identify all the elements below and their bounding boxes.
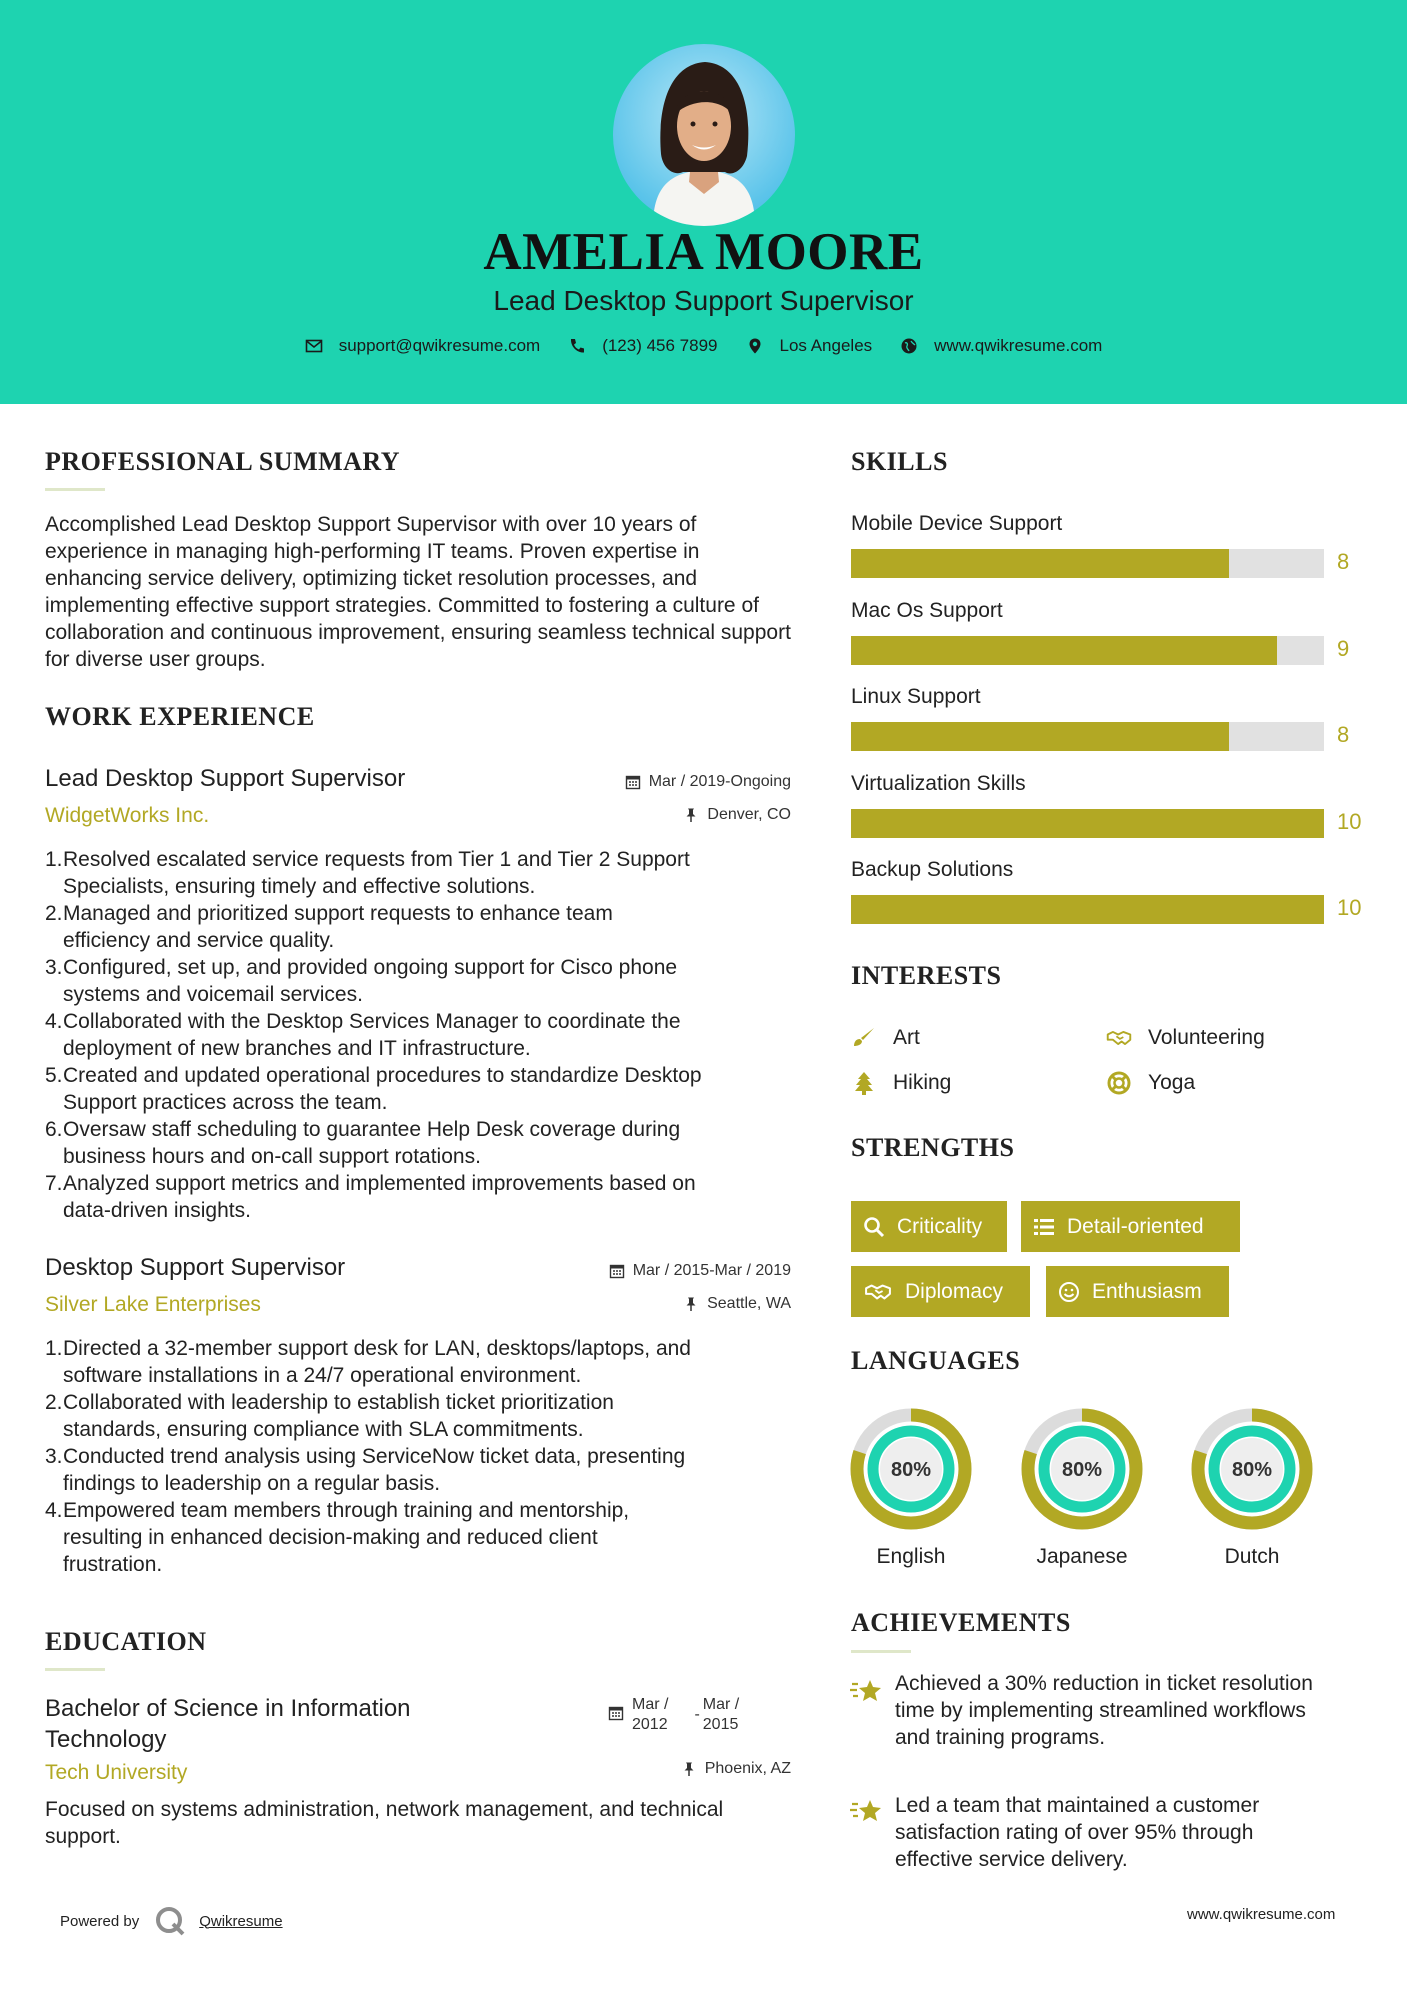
list-item: 1. Directed a 32-member support desk for LAN, desktops/laptops, and software installations in a 24/7 operational environment. — [45, 1337, 691, 1387]
list-item: 3. Conducted trend analysis using ServiceNow ticket data, presenting findings to leadership on a regular basis. — [45, 1445, 686, 1495]
handshake-icon — [1106, 1026, 1132, 1050]
strengths-heading: STRENGTHS — [851, 1133, 1015, 1162]
interest-item: Hiking — [851, 1071, 951, 1095]
skill-value: 10 — [1337, 895, 1362, 920]
skill-value: 9 — [1337, 635, 1350, 661]
skill-value: 8 — [1337, 722, 1350, 747]
language-percent: 80% — [890, 1459, 932, 1481]
interest-item: Yoga — [1106, 1071, 1195, 1095]
globe-icon — [900, 337, 918, 355]
list-item: 3. Configured, set up, and provided ongoing support for Cisco phone systems and voicemail services. — [45, 956, 678, 1006]
map-pin-icon — [746, 337, 764, 355]
skill-value: 8 — [1337, 549, 1350, 574]
calendar-icon — [609, 1263, 625, 1279]
contact-location-text: Los Angeles — [779, 336, 873, 355]
header-banner — [0, 0, 1407, 404]
language-name: Dutch — [1224, 1545, 1280, 1568]
language-name: English — [876, 1545, 946, 1568]
footer-powered-by: Powered by Qwikresume — [60, 1904, 283, 1938]
pushpin-icon — [683, 807, 699, 823]
list-item: 6. Oversaw staff scheduling to guarantee Help Desk coverage during business hours and on-call support rotations. — [45, 1118, 681, 1168]
strength-tag: Criticality — [851, 1201, 1007, 1252]
skill-bar-track — [851, 549, 1324, 578]
language-gauge — [850, 1408, 972, 1530]
skill-bar-fill — [851, 895, 1324, 924]
experience-heading: WORK EXPERIENCE — [45, 702, 315, 731]
achievement-item: Led a team that maintained a customer satisfaction rating of over 95% through effective service delivery. — [895, 1794, 1260, 1871]
contact-email[interactable] — [305, 336, 541, 356]
language-percent: 80% — [1231, 1459, 1273, 1481]
achievements-heading: ACHIEVEMENTS — [851, 1608, 1071, 1637]
responsibility-list — [45, 1335, 805, 1578]
skill-bar-fill — [851, 549, 1229, 578]
smile-icon — [1058, 1281, 1080, 1303]
strength-tag: Detail-oriented — [1021, 1201, 1240, 1252]
language-name: Japanese — [1036, 1545, 1128, 1568]
job-dates — [609, 1262, 791, 1280]
language-gauge — [1191, 1408, 1313, 1530]
education-underline — [45, 1668, 105, 1671]
list-item: 5. Created and updated operational procedures to standardize Desktop Support practices across the team. — [45, 1064, 702, 1114]
footer-url[interactable]: www.qwikresume.com — [1187, 1906, 1336, 1923]
lifebuoy-icon — [1106, 1071, 1132, 1095]
contact-website[interactable] — [900, 336, 1102, 356]
candidate-name: AMELIA MOORE — [483, 223, 924, 281]
interest-item: Art — [851, 1026, 920, 1050]
skill-bar-fill — [851, 809, 1324, 838]
job-location — [683, 806, 791, 824]
skill-name: Mobile Device Support — [851, 512, 1063, 535]
qwikresume-link[interactable]: Qwikresume — [199, 1912, 283, 1930]
job-location-text: Seattle, WA — [707, 1295, 791, 1312]
list-item: 4. Empowered team members through training and mentorship, resulting in enhanced decision-making and reduced client frustration. — [45, 1499, 630, 1576]
summary-text: Accomplished Lead Desktop Support Supervisor with over 10 years of experience in managing high-performing IT teams. Proven expertise in enhancing service delivery, optimizing ticket resolution processes, and implementing effective support strategies. Committed to fostering a culture of collaboration and continuous improvement, ensuring seamless technical support for diverse user groups. — [45, 513, 791, 671]
skill-bar-fill — [851, 636, 1277, 665]
contact-bar — [0, 336, 1407, 356]
list-item: 2. Managed and prioritized support requests to enhance team efficiency and service quality. — [45, 902, 613, 952]
skill-name: Virtualization Skills — [851, 771, 1026, 795]
education-location-text: Phoenix, AZ — [704, 1760, 791, 1777]
skills-heading: SKILLS — [851, 447, 948, 476]
school-name: Tech University — [45, 1761, 188, 1784]
list-icon — [1033, 1216, 1055, 1238]
job-location — [683, 1295, 791, 1313]
skill-value: 10 — [1337, 808, 1362, 834]
list-item: 4. Collaborated with the Desktop Services Manager to coordinate the deployment of new branches and IT infrastructure. — [45, 1010, 681, 1060]
company-name: Silver Lake Enterprises — [45, 1293, 261, 1316]
responsibility-list — [45, 846, 805, 1224]
company-name: WidgetWorks Inc. — [45, 804, 210, 827]
skill-bar-track — [851, 809, 1324, 838]
calendar-icon — [608, 1705, 624, 1721]
achievements-underline — [851, 1650, 911, 1653]
skill-bar-track — [851, 636, 1324, 665]
envelope-icon — [305, 337, 323, 355]
pushpin-icon — [683, 1296, 699, 1312]
job-title: Lead Desktop Support Supervisor — [45, 765, 406, 792]
education-dates: Mar / 2012 - Mar / 2015 — [608, 1695, 739, 1735]
job-dates — [625, 773, 791, 791]
contact-location — [746, 336, 873, 356]
star-trophy-icon — [850, 1796, 884, 1826]
skill-bar-fill — [851, 722, 1229, 751]
strength-tag: Enthusiasm — [1046, 1266, 1229, 1317]
contact-email-text: support@qwikresume.com — [338, 336, 541, 355]
achievement-item: Achieved a 30% reduction in ticket resolution time by implementing streamlined workflows and training programs. — [895, 1672, 1313, 1749]
list-item: 7. Analyzed support metrics and implemented improvements based on data-driven insights. — [45, 1172, 696, 1222]
summary-heading: PROFESSIONAL SUMMARY — [45, 447, 401, 476]
summary-underline — [45, 488, 105, 491]
skill-name: Linux Support — [851, 685, 981, 708]
language-gauge — [1021, 1408, 1143, 1530]
job-dates-text: Mar / 2015-Mar / 2019 — [632, 1262, 791, 1279]
strength-tag: Diplomacy — [851, 1266, 1030, 1317]
interests-heading: INTERESTS — [851, 961, 1002, 990]
skill-name: Mac Os Support — [851, 598, 1003, 622]
qwikresume-logo-icon — [153, 1904, 187, 1938]
language-percent: 80% — [1061, 1459, 1103, 1481]
education-description: Focused on systems administration, network management, and technical support. — [45, 1798, 724, 1848]
pushpin-icon — [681, 1761, 697, 1777]
job-dates-text: Mar / 2019-Ongoing — [648, 773, 791, 790]
list-item: 1. Resolved escalated service requests from Tier 1 and Tier 2 Support Specialists, ensuring timely and effective solutions. — [45, 848, 690, 898]
skill-bar-track — [851, 722, 1324, 751]
interest-item: Volunteering — [1106, 1026, 1265, 1050]
tree-icon — [851, 1071, 877, 1095]
job-location-text: Denver, CO — [707, 806, 791, 823]
skill-bar-track — [851, 895, 1324, 924]
job-title: Desktop Support Supervisor — [45, 1254, 346, 1281]
contact-phone[interactable] — [568, 336, 717, 356]
phone-icon — [568, 337, 586, 355]
list-item: 2. Collaborated with leadership to establish ticket prioritization standards, ensuring compliance with SLA commitments. — [45, 1391, 614, 1441]
skill-name: Backup Solutions — [851, 858, 1014, 881]
contact-phone-text: (123) 456 7899 — [602, 336, 718, 355]
candidate-title: Lead Desktop Support Supervisor — [493, 285, 914, 316]
profile-photo — [613, 44, 795, 226]
education-location — [681, 1760, 791, 1778]
star-trophy-icon — [850, 1676, 884, 1706]
search-icon — [863, 1216, 885, 1238]
education-heading: EDUCATION — [45, 1627, 207, 1656]
calendar-icon — [625, 774, 641, 790]
degree-title: Bachelor of Science in Information Technology — [45, 1695, 411, 1753]
contact-website-text: www.qwikresume.com — [934, 336, 1103, 355]
paintbrush-icon — [851, 1026, 877, 1050]
languages-heading: LANGUAGES — [851, 1346, 1021, 1375]
handshake-icon — [863, 1281, 893, 1303]
